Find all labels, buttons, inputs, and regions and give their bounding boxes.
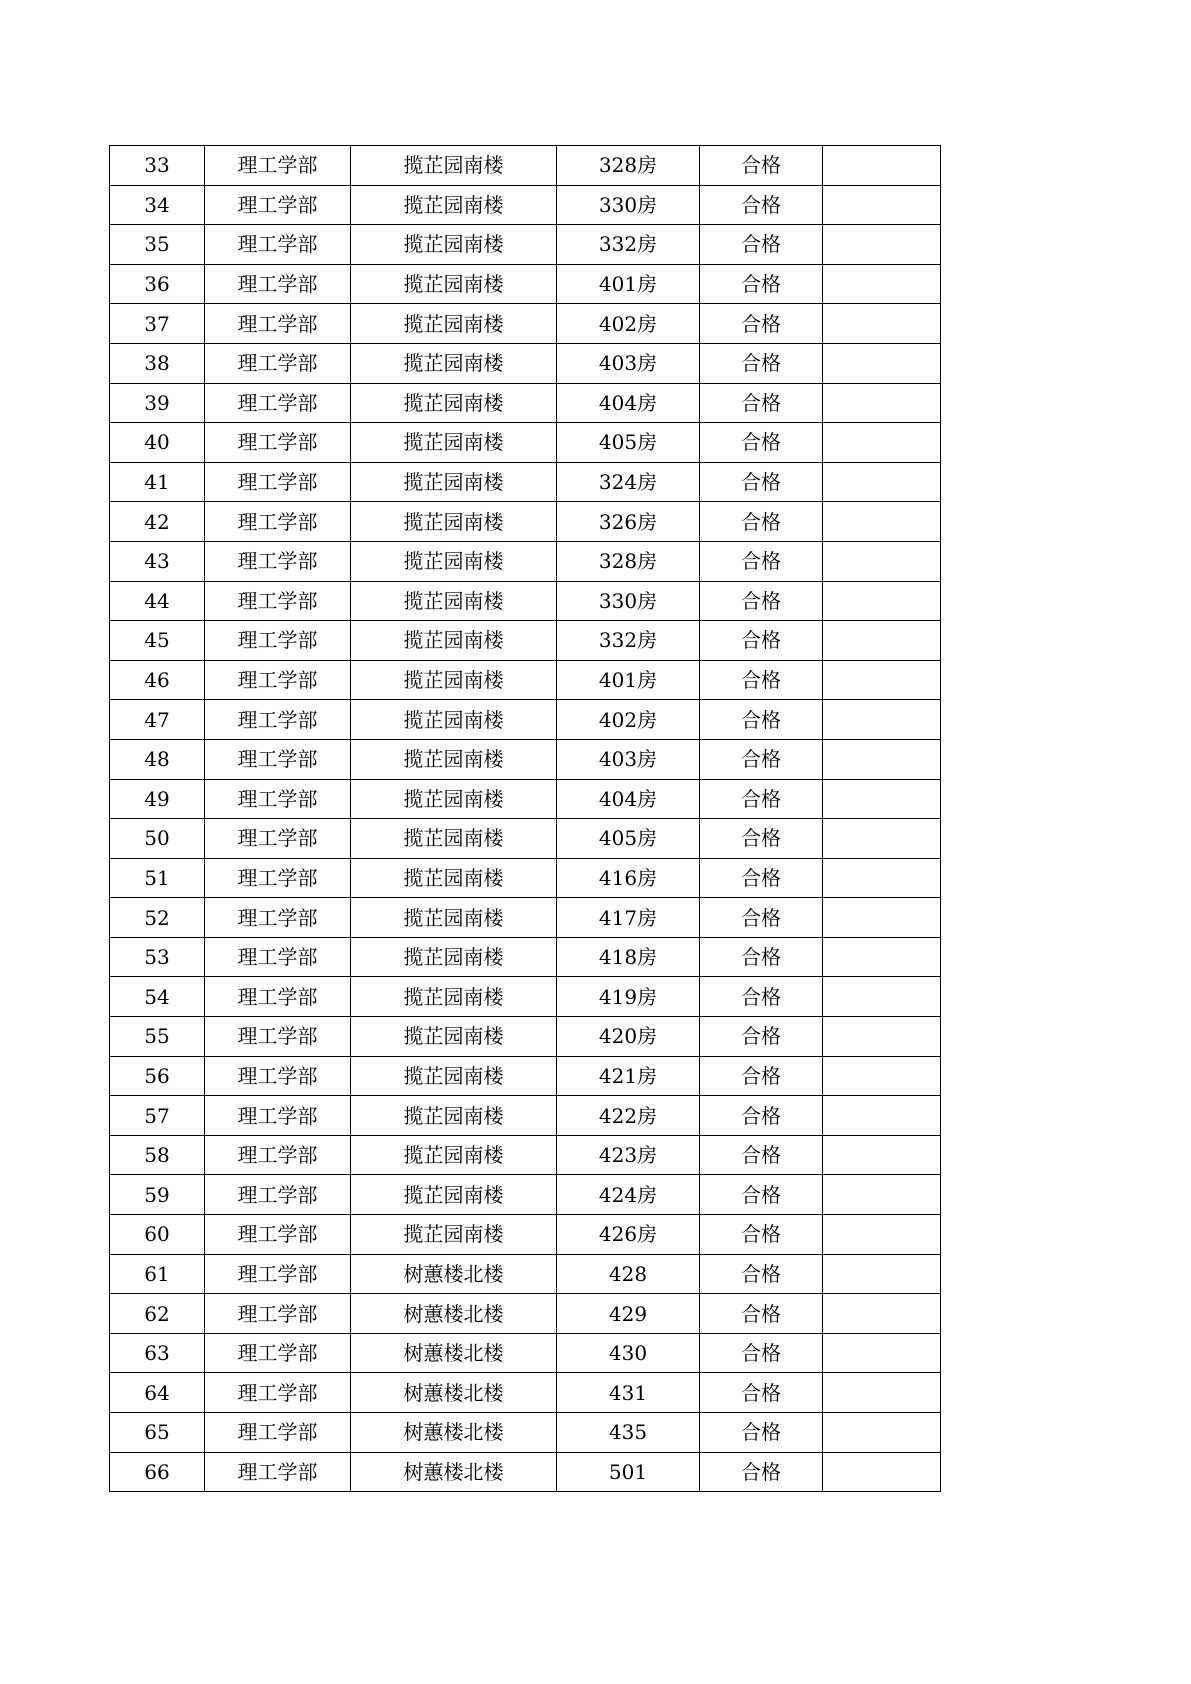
room-cell: 405房: [557, 423, 700, 463]
room-cell: 422房: [557, 1096, 700, 1136]
result-cell: 合格: [700, 739, 823, 779]
table-row: [110, 779, 941, 819]
remarks-cell: [823, 1175, 941, 1215]
serial-number-cell: 65: [110, 1413, 205, 1453]
result-cell: 合格: [700, 462, 823, 502]
serial-number-cell: 41: [110, 462, 205, 502]
department-cell: 理工学部: [205, 937, 351, 977]
result-cell: 合格: [700, 977, 823, 1017]
department-cell: 理工学部: [205, 779, 351, 819]
remarks-cell: [823, 1452, 941, 1492]
building-cell: 揽芷园南楼: [351, 937, 557, 977]
building-cell: 揽芷园南楼: [351, 898, 557, 938]
remarks-cell: [823, 541, 941, 581]
room-cell: 402房: [557, 700, 700, 740]
room-cell: 418房: [557, 937, 700, 977]
serial-number-cell: 54: [110, 977, 205, 1017]
department-cell: 理工学部: [205, 264, 351, 304]
remarks-cell: [823, 383, 941, 423]
result-cell: 合格: [700, 621, 823, 661]
table-row: [110, 937, 941, 977]
serial-number-cell: 60: [110, 1215, 205, 1255]
department-cell: 理工学部: [205, 502, 351, 542]
result-cell: 合格: [700, 1135, 823, 1175]
remarks-cell: [823, 502, 941, 542]
room-cell: 430: [557, 1333, 700, 1373]
building-cell: 揽芷园南楼: [351, 581, 557, 621]
room-cell: 404房: [557, 779, 700, 819]
serial-number-cell: 61: [110, 1254, 205, 1294]
department-cell: 理工学部: [205, 739, 351, 779]
serial-number-cell: 35: [110, 225, 205, 265]
room-cell: 332房: [557, 225, 700, 265]
serial-number-cell: 36: [110, 264, 205, 304]
serial-number-cell: 50: [110, 819, 205, 859]
building-cell: 揽芷园南楼: [351, 779, 557, 819]
remarks-cell: [823, 462, 941, 502]
table-row: [110, 1254, 941, 1294]
building-cell: 揽芷园南楼: [351, 700, 557, 740]
serial-number-cell: 48: [110, 739, 205, 779]
table-row: [110, 977, 941, 1017]
result-cell: 合格: [700, 502, 823, 542]
result-cell: 合格: [700, 343, 823, 383]
table-row: [110, 739, 941, 779]
remarks-cell: [823, 1135, 941, 1175]
building-cell: 揽芷园南楼: [351, 423, 557, 463]
table-row: [110, 343, 941, 383]
room-cell: 421房: [557, 1056, 700, 1096]
room-cell: 330房: [557, 185, 700, 225]
building-cell: 树蕙楼北楼: [351, 1452, 557, 1492]
room-cell: 423房: [557, 1135, 700, 1175]
result-cell: 合格: [700, 1096, 823, 1136]
table-row: [110, 898, 941, 938]
result-cell: 合格: [700, 660, 823, 700]
department-cell: 理工学部: [205, 343, 351, 383]
room-cell: 435: [557, 1413, 700, 1453]
building-cell: 揽芷园南楼: [351, 621, 557, 661]
department-cell: 理工学部: [205, 1175, 351, 1215]
serial-number-cell: 42: [110, 502, 205, 542]
table-row: [110, 621, 941, 661]
building-cell: 揽芷园南楼: [351, 185, 557, 225]
department-cell: 理工学部: [205, 581, 351, 621]
building-cell: 树蕙楼北楼: [351, 1413, 557, 1453]
department-cell: 理工学部: [205, 660, 351, 700]
building-cell: 揽芷园南楼: [351, 462, 557, 502]
remarks-cell: [823, 1254, 941, 1294]
serial-number-cell: 55: [110, 1017, 205, 1057]
building-cell: 树蕙楼北楼: [351, 1254, 557, 1294]
room-cell: 404房: [557, 383, 700, 423]
building-cell: 揽芷园南楼: [351, 739, 557, 779]
building-cell: 揽芷园南楼: [351, 1096, 557, 1136]
table-row: [110, 304, 941, 344]
department-cell: 理工学部: [205, 621, 351, 661]
result-cell: 合格: [700, 858, 823, 898]
room-cell: 403房: [557, 739, 700, 779]
table-row: [110, 1096, 941, 1136]
serial-number-cell: 37: [110, 304, 205, 344]
table-row: [110, 383, 941, 423]
building-cell: 揽芷园南楼: [351, 1215, 557, 1255]
table-row: [110, 502, 941, 542]
remarks-cell: [823, 1215, 941, 1255]
remarks-cell: [823, 581, 941, 621]
serial-number-cell: 58: [110, 1135, 205, 1175]
result-cell: 合格: [700, 581, 823, 621]
building-cell: 揽芷园南楼: [351, 343, 557, 383]
remarks-cell: [823, 1413, 941, 1453]
room-cell: 330房: [557, 581, 700, 621]
result-cell: 合格: [700, 185, 823, 225]
room-cell: 417房: [557, 898, 700, 938]
table-row: [110, 1056, 941, 1096]
remarks-cell: [823, 1056, 941, 1096]
department-cell: 理工学部: [205, 541, 351, 581]
remarks-cell: [823, 898, 941, 938]
room-cell: 401房: [557, 264, 700, 304]
serial-number-cell: 53: [110, 937, 205, 977]
result-cell: 合格: [700, 1333, 823, 1373]
room-cell: 401房: [557, 660, 700, 700]
building-cell: 揽芷园南楼: [351, 383, 557, 423]
result-cell: 合格: [700, 937, 823, 977]
room-cell: 431: [557, 1373, 700, 1413]
table-row: [110, 1135, 941, 1175]
table-row: [110, 1333, 941, 1373]
table-row: [110, 423, 941, 463]
building-cell: 揽芷园南楼: [351, 264, 557, 304]
department-cell: 理工学部: [205, 1056, 351, 1096]
table-row: [110, 660, 941, 700]
serial-number-cell: 59: [110, 1175, 205, 1215]
room-cell: 419房: [557, 977, 700, 1017]
department-cell: 理工学部: [205, 1294, 351, 1334]
result-cell: 合格: [700, 225, 823, 265]
building-cell: 树蕙楼北楼: [351, 1373, 557, 1413]
remarks-cell: [823, 1294, 941, 1334]
department-cell: 理工学部: [205, 1135, 351, 1175]
serial-number-cell: 64: [110, 1373, 205, 1413]
result-cell: 合格: [700, 898, 823, 938]
room-cell: 332房: [557, 621, 700, 661]
result-cell: 合格: [700, 541, 823, 581]
remarks-cell: [823, 700, 941, 740]
table-row: [110, 1215, 941, 1255]
table-row: [110, 185, 941, 225]
result-cell: 合格: [700, 1056, 823, 1096]
serial-number-cell: 40: [110, 423, 205, 463]
department-cell: 理工学部: [205, 1017, 351, 1057]
building-cell: 揽芷园南楼: [351, 304, 557, 344]
serial-number-cell: 66: [110, 1452, 205, 1492]
remarks-cell: [823, 304, 941, 344]
remarks-cell: [823, 779, 941, 819]
building-cell: 揽芷园南楼: [351, 541, 557, 581]
room-cell: 405房: [557, 819, 700, 859]
result-cell: 合格: [700, 1175, 823, 1215]
table-row: [110, 541, 941, 581]
table-row: [110, 264, 941, 304]
serial-number-cell: 34: [110, 185, 205, 225]
department-cell: 理工学部: [205, 1215, 351, 1255]
table-row: [110, 225, 941, 265]
serial-number-cell: 44: [110, 581, 205, 621]
result-cell: 合格: [700, 1413, 823, 1453]
remarks-cell: [823, 1017, 941, 1057]
serial-number-cell: 47: [110, 700, 205, 740]
remarks-cell: [823, 739, 941, 779]
serial-number-cell: 46: [110, 660, 205, 700]
serial-number-cell: 57: [110, 1096, 205, 1136]
table-row: [110, 1175, 941, 1215]
building-cell: 树蕙楼北楼: [351, 1294, 557, 1334]
department-cell: 理工学部: [205, 700, 351, 740]
result-cell: 合格: [700, 700, 823, 740]
table-row: [110, 1294, 941, 1334]
table-row: [110, 858, 941, 898]
table-row: [110, 1373, 941, 1413]
building-cell: 揽芷园南楼: [351, 502, 557, 542]
result-cell: 合格: [700, 779, 823, 819]
department-cell: 理工学部: [205, 423, 351, 463]
remarks-cell: [823, 819, 941, 859]
serial-number-cell: 39: [110, 383, 205, 423]
table-row: [110, 1452, 941, 1492]
building-cell: 揽芷园南楼: [351, 977, 557, 1017]
result-cell: 合格: [700, 264, 823, 304]
building-cell: 揽芷园南楼: [351, 660, 557, 700]
result-cell: 合格: [700, 819, 823, 859]
department-cell: 理工学部: [205, 898, 351, 938]
room-cell: 426房: [557, 1215, 700, 1255]
result-cell: 合格: [700, 146, 823, 186]
department-cell: 理工学部: [205, 858, 351, 898]
serial-number-cell: 51: [110, 858, 205, 898]
room-cell: 402房: [557, 304, 700, 344]
room-cell: 501: [557, 1452, 700, 1492]
building-cell: 树蕙楼北楼: [351, 1333, 557, 1373]
building-cell: 揽芷园南楼: [351, 146, 557, 186]
result-cell: 合格: [700, 383, 823, 423]
table-row: [110, 462, 941, 502]
result-cell: 合格: [700, 1452, 823, 1492]
remarks-cell: [823, 977, 941, 1017]
room-cell: 424房: [557, 1175, 700, 1215]
room-cell: 428: [557, 1254, 700, 1294]
building-cell: 揽芷园南楼: [351, 1017, 557, 1057]
table-row: [110, 700, 941, 740]
result-cell: 合格: [700, 1373, 823, 1413]
room-cell: 403房: [557, 343, 700, 383]
building-cell: 揽芷园南楼: [351, 819, 557, 859]
building-cell: 揽芷园南楼: [351, 1135, 557, 1175]
remarks-cell: [823, 343, 941, 383]
department-cell: 理工学部: [205, 1373, 351, 1413]
room-cell: 328房: [557, 146, 700, 186]
room-cell: 328房: [557, 541, 700, 581]
result-cell: 合格: [700, 304, 823, 344]
remarks-cell: [823, 660, 941, 700]
building-cell: 揽芷园南楼: [351, 225, 557, 265]
department-cell: 理工学部: [205, 977, 351, 1017]
department-cell: 理工学部: [205, 304, 351, 344]
department-cell: 理工学部: [205, 1096, 351, 1136]
department-cell: 理工学部: [205, 383, 351, 423]
remarks-cell: [823, 185, 941, 225]
department-cell: 理工学部: [205, 1413, 351, 1453]
remarks-cell: [823, 858, 941, 898]
result-cell: 合格: [700, 1254, 823, 1294]
inspection-table-body: [110, 146, 941, 1492]
building-cell: 揽芷园南楼: [351, 858, 557, 898]
serial-number-cell: 33: [110, 146, 205, 186]
remarks-cell: [823, 225, 941, 265]
department-cell: 理工学部: [205, 146, 351, 186]
serial-number-cell: 56: [110, 1056, 205, 1096]
room-cell: 416房: [557, 858, 700, 898]
building-cell: 揽芷园南楼: [351, 1175, 557, 1215]
result-cell: 合格: [700, 1294, 823, 1334]
serial-number-cell: 62: [110, 1294, 205, 1334]
remarks-cell: [823, 1096, 941, 1136]
result-cell: 合格: [700, 423, 823, 463]
inspection-table: [109, 145, 941, 1492]
remarks-cell: [823, 1373, 941, 1413]
room-cell: 324房: [557, 462, 700, 502]
department-cell: 理工学部: [205, 819, 351, 859]
remarks-cell: [823, 937, 941, 977]
serial-number-cell: 45: [110, 621, 205, 661]
department-cell: 理工学部: [205, 1452, 351, 1492]
serial-number-cell: 52: [110, 898, 205, 938]
table-row: [110, 1413, 941, 1453]
room-cell: 420房: [557, 1017, 700, 1057]
remarks-cell: [823, 1333, 941, 1373]
remarks-cell: [823, 146, 941, 186]
table-row: [110, 581, 941, 621]
remarks-cell: [823, 423, 941, 463]
department-cell: 理工学部: [205, 1254, 351, 1294]
result-cell: 合格: [700, 1017, 823, 1057]
department-cell: 理工学部: [205, 462, 351, 502]
table-row: [110, 146, 941, 186]
serial-number-cell: 43: [110, 541, 205, 581]
department-cell: 理工学部: [205, 225, 351, 265]
table-row: [110, 1017, 941, 1057]
serial-number-cell: 38: [110, 343, 205, 383]
remarks-cell: [823, 264, 941, 304]
result-cell: 合格: [700, 1215, 823, 1255]
room-cell: 429: [557, 1294, 700, 1334]
building-cell: 揽芷园南楼: [351, 1056, 557, 1096]
serial-number-cell: 49: [110, 779, 205, 819]
serial-number-cell: 63: [110, 1333, 205, 1373]
department-cell: 理工学部: [205, 1333, 351, 1373]
department-cell: 理工学部: [205, 185, 351, 225]
remarks-cell: [823, 621, 941, 661]
table-row: [110, 819, 941, 859]
room-cell: 326房: [557, 502, 700, 542]
